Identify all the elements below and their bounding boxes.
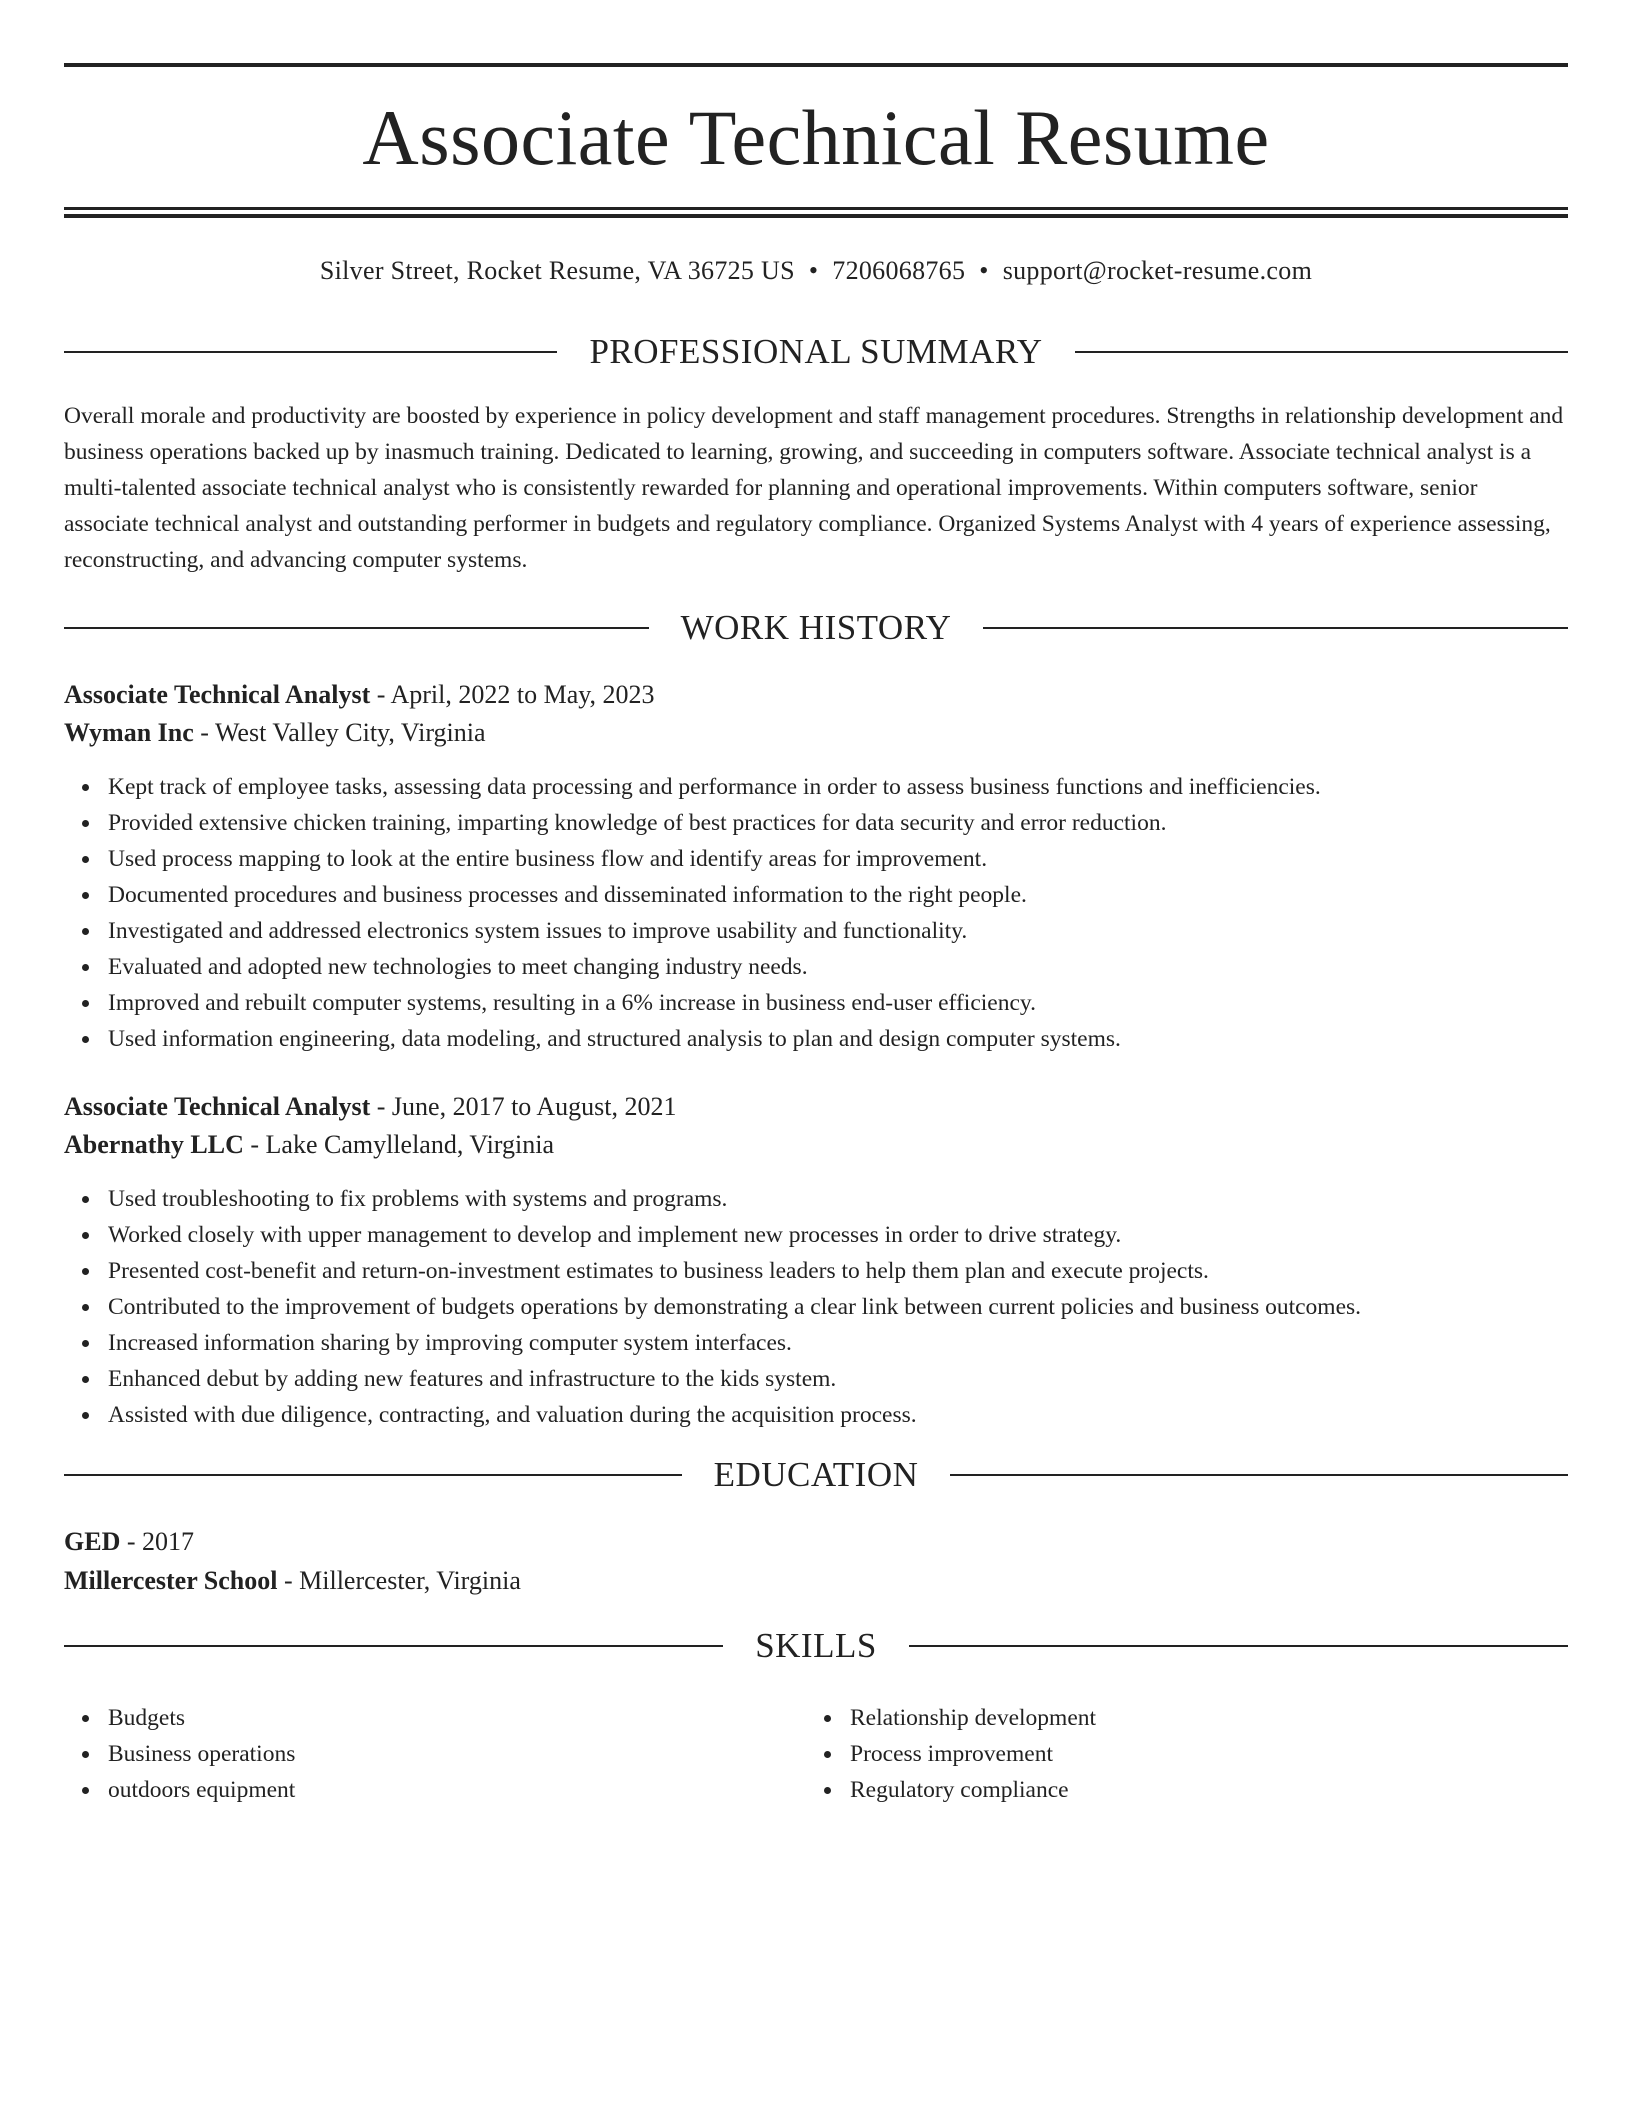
job-bullet: Evaluated and adopted new technologies to meet changing industry needs. xyxy=(108,949,1568,985)
job-bullets xyxy=(64,769,1568,1057)
section-heading-education xyxy=(64,1453,1568,1497)
contact-email: support@rocket-resume.com xyxy=(1002,256,1313,285)
job-bullets xyxy=(64,1181,1568,1433)
section-heading-skills xyxy=(64,1624,1568,1668)
job-bullet: Provided extensive chicken training, imparting knowledge of best practices for data security and error reduction. xyxy=(108,805,1568,841)
title-rule-upper xyxy=(64,207,1568,210)
education-degree: GED xyxy=(64,1527,121,1556)
job-title-line xyxy=(64,1089,1568,1125)
education-year: - 2017 xyxy=(120,1527,195,1556)
job-bullet: Assisted with due diligence, contracting, and valuation during the acquisition process. xyxy=(108,1397,1568,1433)
section-heading-summary xyxy=(64,330,1568,374)
job-company: Abernathy LLC xyxy=(64,1130,244,1159)
job-title: Associate Technical Analyst xyxy=(64,680,371,709)
job-location: - Lake Camylleland, Virginia xyxy=(243,1130,554,1159)
heading-rule xyxy=(1075,351,1568,353)
top-rule xyxy=(64,63,1568,67)
job-bullet: Improved and rebuilt computer systems, resulting in a 6% increase in business end-user efficiency. xyxy=(108,985,1568,1021)
heading-rule xyxy=(983,627,1568,629)
job-bullet: Enhanced debut by adding new features and infrastructure to the kids system. xyxy=(108,1361,1568,1397)
skill-item: Business operations xyxy=(108,1736,1568,1772)
job-bullet: Presented cost-benefit and return-on-investment estimates to business leaders to help them plan and execute projects. xyxy=(108,1253,1568,1289)
contact-separator: • xyxy=(979,256,989,285)
skills-list-right xyxy=(806,1700,1632,1808)
job-title: Associate Technical Analyst xyxy=(64,1092,371,1121)
section-title: SKILLS xyxy=(755,1626,877,1665)
title-rule-lower xyxy=(64,214,1568,218)
skill-item: outdoors equipment xyxy=(108,1772,1568,1808)
job-company: Wyman Inc xyxy=(64,718,194,747)
job-bullet: Used troubleshooting to fix problems with systems and programs. xyxy=(108,1181,1568,1217)
education-location: - Millercester, Virginia xyxy=(277,1566,521,1595)
contact-line xyxy=(64,254,1568,288)
contact-phone: 7206068765 xyxy=(832,256,966,285)
heading-rule xyxy=(909,1645,1568,1647)
section-title: PROFESSIONAL SUMMARY xyxy=(589,332,1043,371)
job-bullet: Contributed to the improvement of budgets operations by demonstrating a clear link between current policies and business outcomes. xyxy=(108,1289,1568,1325)
job-dates: - June, 2017 to August, 2021 xyxy=(370,1092,677,1121)
skill-item: Regulatory compliance xyxy=(850,1772,1632,1808)
heading-rule xyxy=(64,627,649,629)
education-school-line xyxy=(64,1563,1568,1599)
heading-rule xyxy=(64,1645,723,1647)
job-bullet: Used information engineering, data modeling, and structured analysis to plan and design computer systems. xyxy=(108,1021,1568,1057)
education-school: Millercester School xyxy=(64,1566,278,1595)
section-heading-work-history xyxy=(64,606,1568,650)
summary-text: Overall morale and productivity are boosted by experience in policy development and staff management procedures. Strengths in relationship development and business operations backed up by inasmuch training. Dedicated to learning, growing, and succeeding in computers software. Associate technical analyst is a multi-talented associate technical analyst who is consistently rewarded for planning and operational improvements. Within computers software, senior associate technical analyst and outstanding performer in budgets and regulatory compliance. Organized Systems Analyst with 4 years of experience assessing, reconstructing, and advancing computer systems. xyxy=(64,403,1564,573)
heading-rule xyxy=(950,1474,1568,1476)
job-location: - West Valley City, Virginia xyxy=(193,718,486,747)
heading-rule xyxy=(64,1474,682,1476)
job-bullet: Documented procedures and business processes and disseminated information to the right people. xyxy=(108,877,1568,913)
job-bullet: Kept track of employee tasks, assessing data processing and performance in order to assess business functions and inefficiencies. xyxy=(108,769,1568,805)
contact-address: Silver Street, Rocket Resume, VA 36725 US xyxy=(319,256,795,285)
job-title-line xyxy=(64,677,1568,713)
job-company-line xyxy=(64,715,1568,751)
job-bullet: Used process mapping to look at the entire business flow and identify areas for improvement. xyxy=(108,841,1568,877)
heading-rule xyxy=(64,351,557,353)
contact-separator: • xyxy=(808,256,819,285)
resume-title: Associate Technical Resume xyxy=(362,94,1270,181)
job-company-line xyxy=(64,1127,1568,1163)
education-degree-line xyxy=(64,1524,1568,1560)
job-bullet: Increased information sharing by improving computer system interfaces. xyxy=(108,1325,1568,1361)
section-title: EDUCATION xyxy=(713,1455,919,1494)
skill-item: Relationship development xyxy=(850,1700,1632,1736)
skill-item: Process improvement xyxy=(850,1736,1632,1772)
skill-item: Budgets xyxy=(108,1700,1568,1736)
job-bullet: Investigated and addressed electronics system issues to improve usability and functionality. xyxy=(108,913,1568,949)
job-dates: - April, 2022 to May, 2023 xyxy=(370,680,655,709)
section-title: WORK HISTORY xyxy=(680,608,952,647)
job-bullet: Worked closely with upper management to develop and implement new processes in order to drive strategy. xyxy=(108,1217,1568,1253)
